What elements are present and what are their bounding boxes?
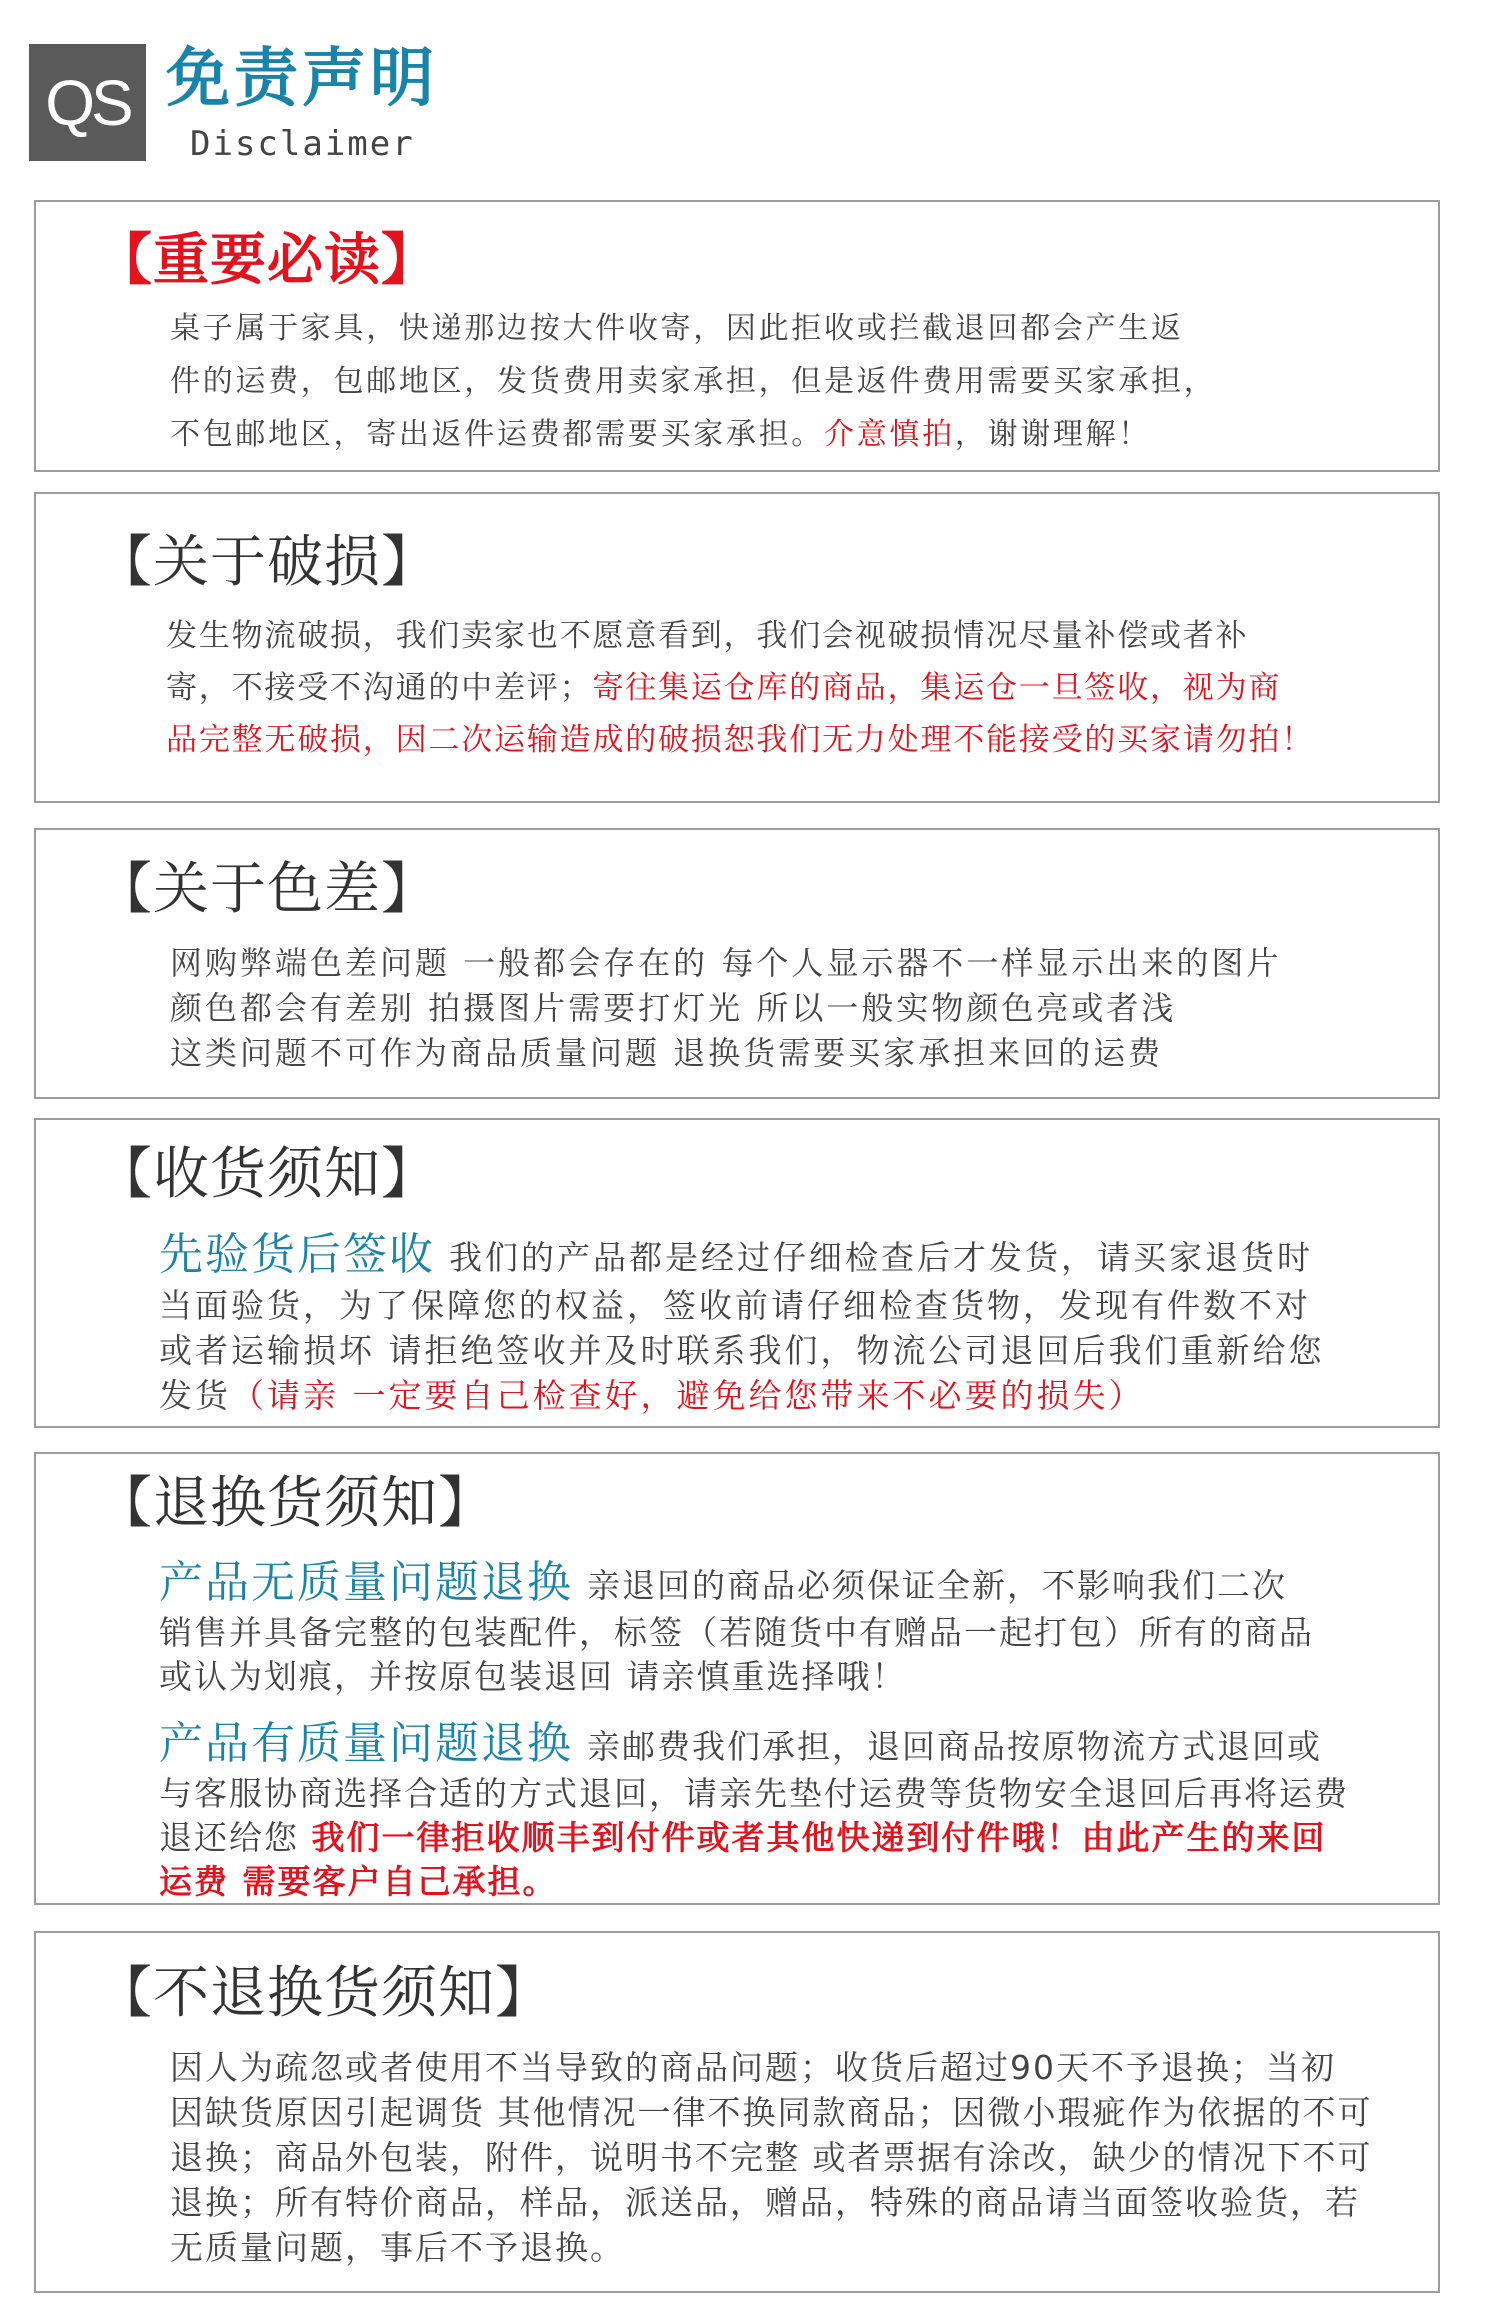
body-line	[159, 1558, 1314, 1611]
body-line: 因人为疏忽或者使用不当导致的商品问题；收货后超过90天不予退换；当初	[170, 2048, 1336, 2087]
highlight-line: 品完整无破损，因二次运输造成的破损恕我们无力处理不能接受的买家请勿拍！	[166, 722, 1314, 758]
body-line: 当面验货，为了保障您的权益，签收前请仔细检查货物，发现有件数不对	[159, 1286, 1311, 1325]
body-text: 亲邮费我们承担，退回商品按原物流方式退回或	[587, 1727, 1322, 1766]
body-text: 寄，不接受不沟通的中差评；	[166, 670, 593, 706]
body-line: 与客服协商选择合适的方式退回，请亲先垫付运费等货物安全退回后再将运费	[159, 1774, 1349, 1813]
highlight-text: （请亲 一定要自己检查好，避免给您带来不必要的损失）	[231, 1376, 1145, 1415]
body-line	[159, 1230, 1325, 1283]
body-line	[166, 662, 1314, 714]
section-body	[170, 302, 1216, 461]
body-line: 或认为划痕，并按原包装退回 请亲慎重选择哦！	[159, 1657, 907, 1696]
body-line	[159, 1816, 1349, 1860]
body-line: 网购弊端色差问题 一般都会存在的 每个人显示器不一样显示出来的图片	[170, 944, 1282, 982]
body-text: 我们的产品都是经过仔细检查后才发货，请买家退货时	[449, 1238, 1313, 1277]
section-body-no-quality-issue	[159, 1558, 1314, 1699]
highlight-text: 介意慎拍	[824, 417, 955, 452]
body-text: 发货	[159, 1376, 231, 1415]
body-line	[170, 408, 1216, 461]
body-line: 发生物流破损，我们卖家也不愿意看到，我们会视破损情况尽量补偿或者补	[166, 618, 1249, 654]
body-line	[159, 1373, 1325, 1418]
qs-logo	[29, 44, 146, 161]
section-heading: 【关于色差】	[96, 857, 438, 922]
section-heading: 【关于破损】	[96, 530, 438, 595]
subheading-text: 先验货后签收	[159, 1229, 435, 1280]
highlight-text: 寄往集运仓库的商品，集运仓一旦签收，视为商	[592, 670, 1282, 706]
section-receiving-notice	[34, 1118, 1440, 1428]
body-line: 无质量问题，事后不予退换。	[170, 2228, 625, 2267]
body-text: ，谢谢理解！	[954, 417, 1152, 452]
section-body	[170, 941, 1281, 1076]
section-return-exchange-notice	[34, 1452, 1440, 1905]
body-line: 颜色都会有差别 拍摄图片需要打灯光 所以一般实物颜色亮或者浅	[170, 989, 1177, 1027]
section-damage	[34, 492, 1440, 803]
page-title: 免责声明	[166, 42, 438, 116]
body-line: 这类问题不可作为商品质量问题 退换货需要买家承担来回的运费	[170, 1034, 1164, 1072]
body-line: 退换；商品外包装，附件，说明书不完整 或者票据有涂改，缺少的情况下不可	[170, 2138, 1373, 2177]
section-heading: 【重要必读】	[96, 228, 438, 293]
section-heading: 【退换货须知】	[96, 1471, 495, 1536]
body-line: 销售并具备完整的包装配件，标签（若随货中有赠品一起打包）所有的商品	[159, 1613, 1314, 1652]
section-color-difference	[34, 828, 1440, 1099]
section-body	[170, 2045, 1373, 2270]
section-important-notice	[34, 200, 1440, 472]
subheading-text: 产品有质量问题退换	[159, 1718, 573, 1769]
section-heading: 【不退换货须知】	[96, 1961, 552, 2026]
section-body	[166, 610, 1314, 766]
body-line: 因缺货原因引起调货 其他情况一律不换同款商品；因微小瑕疵作为依据的不可	[170, 2093, 1373, 2132]
body-line: 桌子属于家具，快递那边按大件收寄，因此拒收或拦截退回都会产生返	[170, 311, 1184, 346]
subheading-text: 产品无质量问题退换	[159, 1557, 573, 1608]
body-line: 或者运输损坏 请拒绝签收并及时联系我们，物流公司退回后我们重新给您	[159, 1331, 1325, 1370]
section-heading: 【收货须知】	[96, 1142, 438, 1207]
body-line: 件的运费，包邮地区，发货费用卖家承担，但是返件费用需要买家承担，	[170, 364, 1217, 399]
section-body	[159, 1230, 1325, 1418]
logo-text: QS	[45, 66, 130, 139]
section-no-return-notice	[34, 1931, 1440, 2293]
body-text: 退还给您	[159, 1818, 312, 1857]
highlight-text: 我们一律拒收顺丰到付件或者其他快递到付件哦！由此产生的来回	[311, 1818, 1327, 1857]
highlight-line: 运费 需要客户自己承担。	[159, 1862, 558, 1901]
page-subtitle: Disclaimer	[190, 124, 415, 164]
body-text: 不包邮地区，寄出返件运费都需要买家承担。	[170, 417, 824, 452]
body-line: 退换；所有特价商品，样品，派送品，赠品，特殊的商品请当面签收验货，若	[170, 2183, 1360, 2222]
body-line	[159, 1719, 1349, 1772]
section-body-quality-issue	[159, 1719, 1349, 1904]
body-text: 亲退回的商品必须保证全新，不影响我们二次	[587, 1566, 1287, 1605]
